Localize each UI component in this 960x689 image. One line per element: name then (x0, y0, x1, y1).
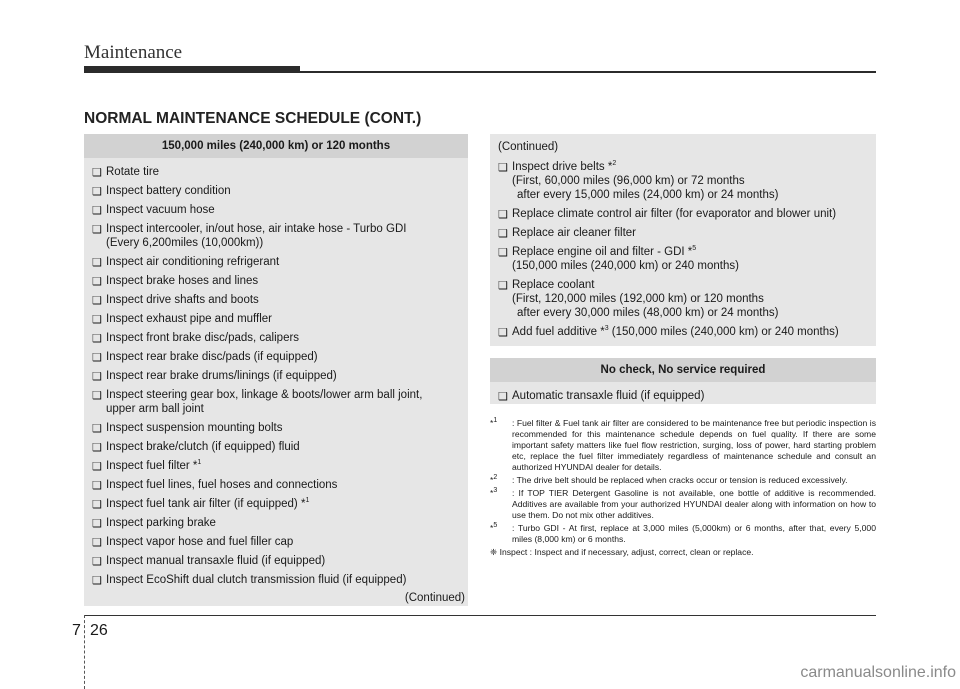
checkbox-icon: ❑ (92, 257, 102, 269)
checkbox-icon: ❑ (92, 371, 102, 383)
item-text: Inspect suspension mounting bolts (106, 422, 283, 434)
checklist-item (92, 274, 460, 288)
item-text: Inspect EcoShift dual clutch transmission fluid (if equipped) (106, 574, 407, 586)
checklist-item (92, 255, 460, 269)
item-subtext: (150,000 miles (240,000 km) or 240 months) (512, 260, 739, 272)
checklist-item (92, 203, 460, 217)
checklist-item (92, 535, 460, 549)
schedule-panel-continued (490, 134, 876, 346)
no-service-header: No check, No service required (490, 358, 876, 382)
footnote-number: 5 (493, 522, 498, 530)
chapter-number: 7 (72, 622, 81, 639)
item-text: Add fuel additive * (512, 326, 605, 338)
footnote-ref: 5 (692, 245, 697, 253)
checkbox-icon: ❑ (92, 352, 102, 364)
no-service-panel (490, 358, 876, 404)
footer-rule (84, 615, 876, 616)
checkbox-icon: ❑ (92, 186, 102, 198)
checklist-item (92, 369, 460, 383)
checklist-item (92, 184, 460, 198)
footnote-number: 2 (493, 474, 498, 482)
footnote-ref: 2 (612, 160, 617, 168)
item-text: Inspect intercooler, in/out hose, air intake hose - Turbo GDI (106, 223, 407, 235)
item-text: Inspect exhaust pipe and muffler (106, 313, 273, 325)
checklist-item (92, 312, 460, 326)
checkbox-icon: ❑ (498, 228, 508, 240)
checkbox-icon: ❑ (92, 333, 102, 345)
item-text: Inspect fuel tank air filter (if equipped) * (106, 498, 306, 510)
checklist-item (92, 573, 460, 587)
page-number: 26 (90, 622, 108, 639)
footnote-text: : Turbo GDI - At first, replace at 3,000 miles (5,000km) or 6 months, after that, every 5,000 miles (8,000 km) or 6 months. (512, 523, 876, 544)
item-text: Inspect drive shafts and boots (106, 294, 259, 306)
item-text: Inspect brake/clutch (if equipped) fluid (106, 441, 300, 453)
checkbox-icon: ❑ (92, 295, 102, 307)
checklist-item (92, 165, 460, 179)
checkbox-icon: ❑ (498, 280, 508, 292)
checklist-item (92, 388, 460, 416)
item-text: Inspect vacuum hose (106, 204, 215, 216)
checklist-item (498, 226, 868, 240)
no-service-item-list (490, 382, 876, 403)
item-text: Replace climate control air filter (for evaporator and blower unit) (512, 208, 837, 220)
checkbox-icon: ❑ (92, 205, 102, 217)
checkbox-icon: ❑ (92, 423, 102, 435)
footnote-mark: *$^2$ (490, 474, 498, 485)
footnote-mark: *$^5$ (490, 522, 498, 533)
item-text: Inspect drive belts * (512, 161, 613, 173)
checkbox-icon: ❑ (92, 390, 102, 402)
item-text: Inspect manual transaxle fluid (if equipped) (106, 555, 326, 567)
item-subtext: after every 15,000 miles (24,000 km) or 24 months) (517, 189, 779, 201)
checklist-item (92, 293, 460, 307)
footnote-ref: 1 (305, 497, 310, 505)
checkbox-icon: ❑ (92, 480, 102, 492)
continued-label: (Continued) (404, 592, 465, 604)
footnotes (490, 418, 876, 560)
item-text: Inspect battery condition (106, 185, 231, 197)
checkbox-icon: ❑ (92, 461, 102, 473)
item-text: Replace air cleaner filter (512, 227, 637, 239)
item-text: Inspect brake hoses and lines (106, 275, 259, 287)
footnote-ref: 1 (197, 459, 202, 467)
item-subtext: upper arm ball joint (106, 403, 204, 415)
schedule-item-list-continued (490, 134, 876, 339)
item-text: Inspect fuel filter * (106, 460, 198, 472)
footnote-number: 1 (493, 417, 498, 425)
inspect-definition-note: ❈ Inspect : Inspect and if necessary, adjust, correct, clean or replace. (490, 547, 754, 557)
checklist-item (498, 389, 868, 403)
item-text: Replace coolant (512, 279, 595, 291)
checklist-item (92, 554, 460, 568)
item-text-after: (150,000 miles (240,000 km) or 240 months) (608, 326, 839, 338)
footnote-text: : The drive belt should be replaced when cracks occur or tension is reduced excessively. (512, 475, 848, 485)
footnote-number: 3 (493, 487, 498, 495)
checklist-item (498, 207, 868, 221)
checkbox-icon: ❑ (92, 314, 102, 326)
item-subtext: (First, 120,000 miles (192,000 km) or 120 months (512, 293, 764, 305)
item-subtext: (First, 60,000 miles (96,000 km) or 72 months (512, 175, 745, 187)
checklist-item (498, 325, 868, 339)
checklist-item (92, 350, 460, 364)
checklist-item (498, 160, 868, 202)
item-text: Automatic transaxle fluid (if equipped) (512, 390, 705, 402)
checkbox-icon: ❑ (498, 162, 508, 174)
checklist-item (498, 278, 868, 320)
footnote (490, 475, 876, 486)
item-text: Inspect rear brake disc/pads (if equipped) (106, 351, 318, 363)
item-subtext: (Every 6,200miles (10,000km)) (106, 237, 264, 249)
continued-label: (Continued) (498, 141, 559, 153)
checklist-item (92, 331, 460, 345)
checkbox-icon: ❑ (92, 442, 102, 454)
page-header-title: Maintenance (84, 42, 183, 63)
checkbox-icon: ❑ (92, 224, 102, 236)
checkbox-icon: ❑ (92, 167, 102, 179)
item-text: Rotate tire (106, 166, 160, 178)
checkbox-icon: ❑ (498, 209, 508, 221)
item-text: Inspect fuel lines, fuel hoses and connections (106, 479, 338, 491)
item-text: Inspect parking brake (106, 517, 216, 529)
footnote-text: : Fuel filter & Fuel tank air filter are considered to be maintenance free but periodic inspection is recommended for this maintenance schedule depends on fuel quality. If there are some important safety matters like fuel flow restriction, surging, loss of power, hard starting problem etc, replace the fuel filter immediately regardless of maintenance schedule and consult an authorized HYUNDAI dealer for details. (512, 418, 876, 472)
checklist-item (92, 421, 460, 435)
checkbox-icon: ❑ (92, 537, 102, 549)
watermark: carmanualsonline.info (800, 664, 956, 681)
header-bar-dark (84, 66, 300, 73)
item-subtext: after every 30,000 miles (48,000 km) or 24 months) (517, 307, 779, 319)
checkbox-icon: ❑ (92, 518, 102, 530)
checklist-item (92, 440, 460, 454)
item-text: Inspect rear brake drums/linings (if equipped) (106, 370, 337, 382)
schedule-panel-150k (84, 134, 468, 606)
section-title: NORMAL MAINTENANCE SCHEDULE (CONT.) (84, 110, 422, 127)
footnote-list (490, 418, 876, 545)
checklist-item (92, 459, 460, 473)
schedule-item-list (84, 158, 468, 587)
checkbox-icon: ❑ (498, 391, 508, 403)
checklist-item (92, 516, 460, 530)
schedule-panel-header: 150,000 miles (240,000 km) or 120 months (84, 134, 468, 158)
continued-items (498, 160, 868, 339)
item-text: Inspect air conditioning refrigerant (106, 256, 280, 268)
footnote (490, 523, 876, 545)
item-text: Inspect vapor hose and fuel filler cap (106, 536, 294, 548)
checkbox-icon: ❑ (498, 247, 508, 259)
checkbox-icon: ❑ (498, 327, 508, 339)
footnote-ref: 3 (604, 325, 609, 333)
item-text: Replace engine oil and filter - GDI * (512, 246, 693, 258)
footnote (490, 418, 876, 473)
checkbox-icon: ❑ (92, 276, 102, 288)
footnote-text: : If TOP TIER Detergent Gasoline is not available, one bottle of additive is recommended. Additives are available from your authorized HYUNDAI dealer along with information on how to use them. Do not mix other additives. (512, 488, 876, 520)
header-rule (300, 71, 876, 73)
checklist-item (92, 497, 460, 511)
checklist-item (498, 245, 868, 273)
checkbox-icon: ❑ (92, 575, 102, 587)
item-text: Inspect steering gear box, linkage & boots/lower arm ball joint, (106, 389, 423, 401)
checklist-item (92, 478, 460, 492)
footer-divider (84, 615, 85, 689)
checklist-item (92, 222, 460, 250)
checkbox-icon: ❑ (92, 499, 102, 511)
checkbox-icon: ❑ (92, 556, 102, 568)
footnote-mark: *$^3$ (490, 487, 498, 498)
footnote (490, 488, 876, 521)
item-text: Inspect front brake disc/pads, calipers (106, 332, 300, 344)
footnote-mark: *$^1$ (490, 417, 498, 428)
